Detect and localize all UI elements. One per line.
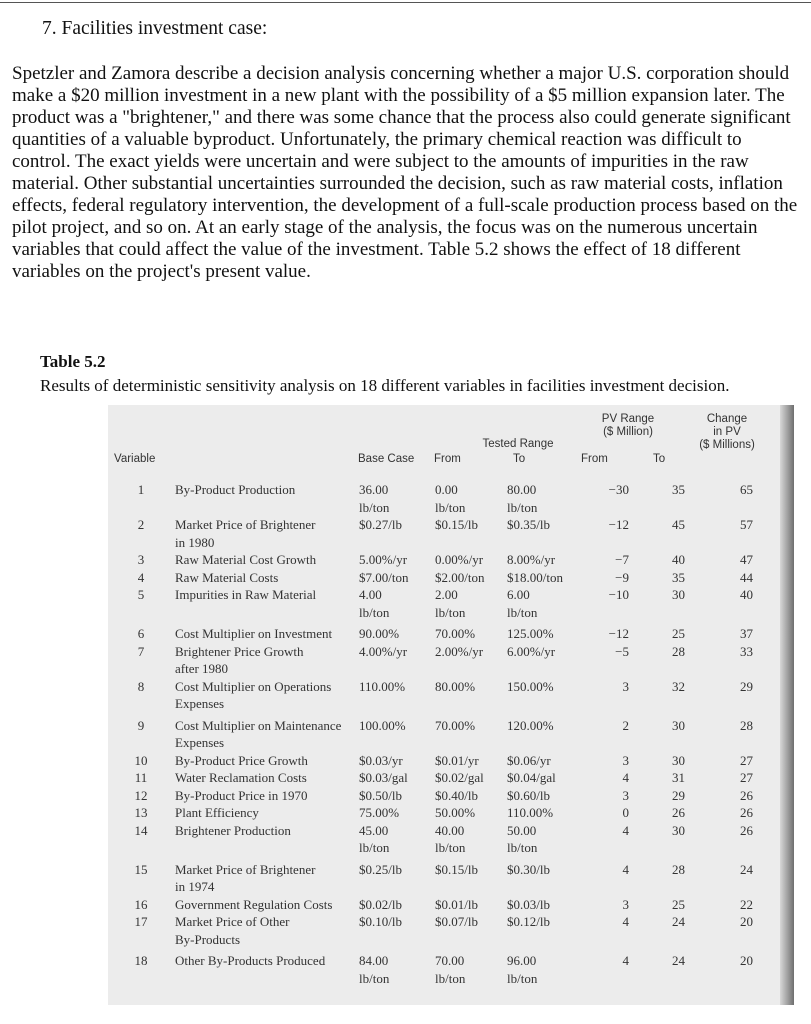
pv-to: 24 <box>672 953 685 968</box>
base-case: $0.50/lb <box>359 787 402 803</box>
change-in-pv: 24 <box>740 861 753 877</box>
change-in-pv: 57 <box>740 517 753 532</box>
base-case: 90.00% <box>359 626 400 641</box>
table-row <box>112 857 753 896</box>
tested-to: 110.00% <box>507 805 554 820</box>
base-case: 100.00% <box>359 717 406 733</box>
pv-to: 35 <box>672 482 685 497</box>
change-in-pv: 65 <box>740 482 753 497</box>
change-in-pv: 26 <box>740 787 753 803</box>
variable-number: 3 <box>137 552 145 567</box>
table-row <box>112 913 753 948</box>
change-in-pv: 27 <box>740 752 753 768</box>
variable-number: 14 <box>134 822 148 838</box>
tested-from: 2.00 lb/ton <box>435 587 466 620</box>
question-title: 7. Facilities investment case: <box>42 18 268 39</box>
tested-to: $0.60/lb <box>507 787 550 803</box>
pv-from: 4 <box>622 914 629 929</box>
change-in-pv: 28 <box>740 717 753 733</box>
tested-from: $0.01/yr <box>435 752 479 768</box>
table-row <box>112 551 753 569</box>
tested-to: 6.00%/yr <box>507 643 556 659</box>
variable-number: 15 <box>134 861 148 877</box>
tested-to: $0.12/lb <box>507 914 550 929</box>
tested-to: 96.00 lb/ton <box>507 953 538 986</box>
table-row <box>112 713 753 752</box>
table-row <box>112 822 753 857</box>
tested-from: $0.07/lb <box>435 914 478 929</box>
variable-number: 1 <box>137 482 145 497</box>
base-case: $0.25/lb <box>359 861 402 877</box>
pv-from: 3 <box>622 787 629 803</box>
variable-name: Brightener Price Growth after 1980 <box>175 643 304 676</box>
pv-to: 40 <box>672 552 685 567</box>
change-in-pv: 27 <box>740 770 753 785</box>
pv-from: −7 <box>615 552 629 567</box>
variable-number: 11 <box>134 770 148 785</box>
base-case: $0.10/lb <box>359 914 402 929</box>
change-in-pv: 44 <box>740 569 753 585</box>
problem-paragraph: Spetzler and Zamora describe a decision analysis concerning whether a major U.S. corporation should make a $20 million investment in a new plant with the possibility of a $5 million expansion later. The product was a "brightener," and there was some chance that the process also could generate significant quantities of a valuable byproduct. Unfortunately, the primary chemical reaction was difficult to control. The exact yields were uncertain and were subject to the amounts of impurities in the raw material. Other substantial uncertainties surrounded the decision, such as raw material costs, inflation effects, federal regulatory intervention, the development of a full-scale production process based on the pilot project, and so on. At an early stage of the analysis, the focus was on the numerous uncertain variables that could affect the value of the investment. Table 5.2 shows the effect of 18 different variables on the project's present value. <box>12 63 798 282</box>
base-case: $0.02/lb <box>359 896 402 912</box>
change-in-pv: 20 <box>740 914 753 929</box>
tested-to: $0.35/lb <box>507 517 550 532</box>
table-row <box>112 804 753 822</box>
variable-name: Cost Multiplier on Investment <box>175 626 333 641</box>
header-variable: Variable <box>114 453 156 465</box>
base-case: 84.00 lb/ton <box>359 953 390 986</box>
variable-number: 9 <box>137 717 145 733</box>
table-row <box>112 516 753 551</box>
change-in-pv: 47 <box>740 552 753 567</box>
table-row <box>112 569 753 587</box>
pv-to: 45 <box>672 517 685 532</box>
tested-to: 120.00% <box>507 717 554 733</box>
base-case: 75.00% <box>359 805 400 820</box>
variable-name: By-Product Price in 1970 <box>175 787 308 803</box>
base-case: $0.27/lb <box>359 517 402 532</box>
tested-from: $0.15/lb <box>435 517 478 532</box>
pv-to: 30 <box>672 587 685 602</box>
tested-from: 80.00% <box>435 678 476 694</box>
pv-from: 4 <box>622 770 629 785</box>
tested-from: $2.00/ton <box>435 569 485 585</box>
change-in-pv: 26 <box>740 805 753 820</box>
tested-to: 50.00 lb/ton <box>507 822 538 855</box>
tested-to: 150.00% <box>507 678 554 694</box>
variable-number: 2 <box>137 517 145 532</box>
variable-number: 18 <box>134 953 148 968</box>
pv-to: 31 <box>672 770 685 785</box>
tested-to: $0.30/lb <box>507 861 550 877</box>
base-case: 45.00 lb/ton <box>359 822 390 855</box>
variable-number: 12 <box>134 787 148 803</box>
base-case: 36.00 lb/ton <box>359 482 390 515</box>
tested-from: 0.00 lb/ton <box>435 482 466 515</box>
variable-name: Plant Efficiency <box>175 805 259 820</box>
pv-to: 30 <box>672 717 685 733</box>
pv-from: −12 <box>608 517 629 532</box>
table-row <box>112 948 753 987</box>
variable-name: Market Price of Brightener in 1974 <box>175 861 316 894</box>
variable-name: Water Reclamation Costs <box>175 770 307 785</box>
tested-from: $0.01/lb <box>435 896 478 912</box>
variable-name: Market Price of Other By-Products <box>175 914 290 947</box>
variable-number: 10 <box>134 752 148 768</box>
table-caption: Results of deterministic sensitivity analysis on 18 different variables in facilities investment decision. <box>40 376 730 395</box>
header-tested-to: To <box>513 453 526 465</box>
tested-from: 70.00 lb/ton <box>435 953 466 986</box>
pv-to: 24 <box>672 914 685 929</box>
tested-to: $18.00/ton <box>507 569 563 585</box>
sensitivity-table <box>112 481 753 987</box>
pv-to: 30 <box>672 822 685 838</box>
base-case: 110.00% <box>359 678 406 694</box>
table-row <box>112 586 753 621</box>
base-case: $0.03/yr <box>359 752 403 768</box>
tested-from: $0.02/gal <box>435 770 484 785</box>
header-pv-range: PV Range ($ Million) <box>601 413 655 438</box>
pv-to: 32 <box>672 678 685 694</box>
tested-to: $0.06/yr <box>507 752 551 768</box>
change-in-pv: 40 <box>740 587 753 602</box>
variable-number: 8 <box>137 678 145 694</box>
variable-number: 5 <box>137 587 145 602</box>
pv-from: 4 <box>622 953 629 968</box>
base-case: 4.00 lb/ton <box>359 587 390 620</box>
tested-from: 50.00% <box>435 805 476 820</box>
variable-name: Cost Multiplier on Maintenance Expenses <box>175 717 342 750</box>
page-edge-shadow <box>780 405 794 1005</box>
pv-from: −10 <box>608 587 629 602</box>
variable-name: Cost Multiplier on Operations Expenses <box>175 678 332 711</box>
variable-name: Market Price of Brightener in 1980 <box>175 517 316 550</box>
tested-to: $0.04/gal <box>507 770 556 785</box>
tested-from: 0.00%/yr <box>435 552 484 567</box>
table-row <box>112 621 753 643</box>
pv-from: 3 <box>622 896 629 912</box>
tested-to: 80.00 lb/ton <box>507 482 538 515</box>
tested-to: $0.03/lb <box>507 896 550 912</box>
header-change-in-pv: Change in PV ($ Millions) <box>699 413 755 451</box>
pv-to: 25 <box>672 896 685 912</box>
variable-number: 13 <box>134 805 148 820</box>
table-row <box>112 769 753 787</box>
tested-to: 125.00% <box>507 626 554 641</box>
table-row <box>112 643 753 678</box>
pv-from: −9 <box>615 569 629 585</box>
table-row <box>112 752 753 770</box>
pv-from: −12 <box>608 626 629 641</box>
pv-to: 29 <box>672 787 685 803</box>
variable-number: 4 <box>137 569 145 585</box>
tested-from: $0.15/lb <box>435 861 478 877</box>
variable-number: 6 <box>137 626 145 641</box>
header-tested-from: From <box>434 453 461 465</box>
pv-from: −30 <box>608 482 629 497</box>
table-row <box>112 787 753 805</box>
pv-to: 28 <box>672 643 685 659</box>
tested-from: 40.00 lb/ton <box>435 822 466 855</box>
change-in-pv: 22 <box>740 896 753 912</box>
pv-from: 4 <box>622 861 629 877</box>
top-divider <box>0 2 811 3</box>
pv-from: 0 <box>622 805 629 820</box>
variable-name: Impurities in Raw Material <box>175 587 317 602</box>
tested-from: 70.00% <box>435 717 476 733</box>
base-case: 5.00%/yr <box>359 552 408 567</box>
variable-number: 16 <box>134 896 148 912</box>
change-in-pv: 26 <box>740 822 753 838</box>
pv-to: 25 <box>672 626 685 641</box>
pv-to: 30 <box>672 752 685 768</box>
table-row <box>112 481 753 516</box>
table-row <box>112 896 753 914</box>
tested-from: $0.40/lb <box>435 787 478 803</box>
table-row <box>112 678 753 713</box>
variable-name: Raw Material Costs <box>175 569 279 585</box>
header-pv-to: To <box>653 453 666 465</box>
pv-from: 3 <box>622 752 629 768</box>
pv-from: 2 <box>622 717 629 733</box>
base-case: $0.03/gal <box>359 770 408 785</box>
tested-to: 8.00%/yr <box>507 552 556 567</box>
tested-from: 2.00%/yr <box>435 643 484 659</box>
variable-number: 17 <box>134 914 148 929</box>
header-base-case: Base Case <box>358 453 415 465</box>
header-pv-from: From <box>581 453 608 465</box>
variable-number: 7 <box>137 643 145 659</box>
change-in-pv: 33 <box>740 643 753 659</box>
header-tested-range: Tested Range <box>482 438 554 450</box>
pv-to: 28 <box>672 861 685 877</box>
base-case: $7.00/ton <box>359 569 409 585</box>
pv-to: 35 <box>672 569 685 585</box>
variable-name: By-Product Production <box>175 482 296 497</box>
variable-name: Raw Material Cost Growth <box>175 552 317 567</box>
change-in-pv: 37 <box>740 626 753 641</box>
variable-name: Brightener Production <box>175 822 291 838</box>
tested-to: 6.00 lb/ton <box>507 587 538 620</box>
variable-name: By-Product Price Growth <box>175 752 308 768</box>
tested-from: 70.00% <box>435 626 476 641</box>
sensitivity-table-scan <box>108 405 794 1005</box>
pv-from: 3 <box>622 678 629 694</box>
pv-from: 4 <box>622 822 629 838</box>
pv-to: 26 <box>672 805 685 820</box>
change-in-pv: 20 <box>740 953 753 968</box>
change-in-pv: 29 <box>740 678 753 694</box>
table-heading: Table 5.2 <box>40 352 106 371</box>
base-case: 4.00%/yr <box>359 643 408 659</box>
variable-name: Government Regulation Costs <box>175 896 333 912</box>
pv-from: −5 <box>615 643 629 659</box>
variable-name: Other By-Products Produced <box>175 953 326 968</box>
